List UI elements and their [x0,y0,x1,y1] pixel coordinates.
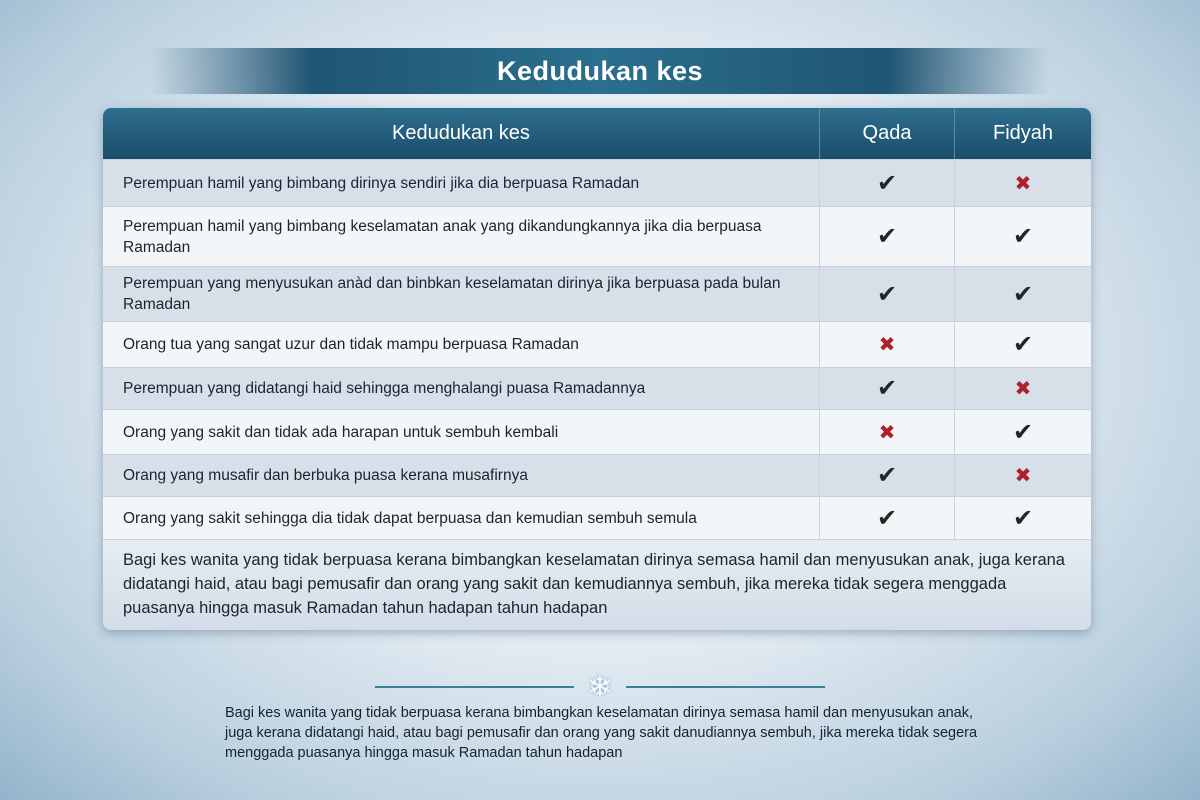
qada-cell [820,322,955,367]
table-row [103,497,1091,540]
check-icon: ✔ [876,223,898,250]
bottom-note: Bagi kes wanita yang tidak berpuasa kerana bimbangkan keselamatan dirinya semasa hamil dan menyusukan anak, juga kerana didatangi haid, atau bagi pemusafir dan orang yang sakit danudiannya sembuh, jika mereka tidak segera menggada puasanya hingga masuk Ramadan tahun hadapan [225,705,978,761]
check-icon: ✔ [876,280,898,308]
case-text: Orang yang musafir dan berbuka puasa kerana musafirnya [103,455,820,496]
table-row [103,322,1091,368]
table-note: Bagi kes wanita yang tidak berpuasa kerana bimbangkan keselamatan dirinya semasa hamil dan menyusukan anak, juga kerana didatangi haid, atau bagi pemusafir dan orang yang sakit dan kemudiannya sembuh, jika mereka tidak segera menggada puasanya hingga masuk Ramadan tahun hadapan tahun hadapan [103,540,1091,630]
fidyah-cell [955,322,1091,367]
table-row [103,410,1091,455]
case-text: Orang tua yang sangat uzur dan tidak mampu berpuasa Ramadan [103,322,820,367]
table-row [103,368,1091,410]
case-text: Orang yang sakit dan tidak ada harapan untuk sembuh kembali [103,410,820,454]
qada-cell [820,368,955,409]
table-row [103,455,1091,497]
cross-icon: ✖ [1014,378,1032,400]
table-row [103,207,1091,267]
header-fidyah: Fidyah [992,122,1054,144]
check-icon: ✔ [876,462,898,489]
case-text: Perempuan hamil yang bimbang dirinya sendiri jika dia berpuasa Ramadan [103,160,820,206]
cross-icon: ✖ [878,421,896,444]
case-text: Perempuan yang didatangi haid sehingga menghalangi puasa Ramadannya [103,368,820,409]
check-icon: ✔ [876,375,898,402]
fidyah-cell [955,455,1091,496]
check-icon: ✔ [1012,331,1034,358]
check-icon: ✔ [876,504,898,532]
fidyah-cell [955,207,1091,266]
check-icon: ✔ [876,169,898,197]
table-row [103,267,1091,322]
page-title: Kedudukan kes [496,55,704,86]
header-case: Kedudukan kes [103,108,820,159]
fidyah-cell [955,160,1091,206]
qada-cell [820,410,955,454]
table-header [103,108,1091,160]
qada-cell [820,497,955,539]
fidyah-cell [955,368,1091,409]
header-qada: Qada [820,108,955,159]
fidyah-cell [955,267,1091,321]
qada-cell [820,267,955,321]
ornament-divider [375,670,825,704]
case-text: Perempuan yang menyusukan anàd dan binbkan keselamatan dirinya jika berpuasa pada bulan Ramadan [103,267,820,321]
cross-icon: ✖ [878,334,896,356]
flower-ornament-icon: ❄ [587,670,613,704]
title-banner [150,48,1050,94]
case-text: Perempuan hamil yang bimbang keselamatan anak yang dikandungkannya jika dia berpuasa Ramadan [103,207,820,266]
cases-table [103,108,1091,630]
cross-icon: ✖ [1014,465,1032,487]
table-row [103,160,1091,207]
qada-cell [820,160,955,206]
case-text: Orang yang sakit sehingga dia tidak dapat berpuasa dan kemudian sembuh semula [103,497,820,539]
check-icon: ✔ [1012,418,1034,446]
qada-cell [820,207,955,266]
cross-icon: ✖ [1014,172,1032,195]
check-icon: ✔ [1012,223,1034,250]
check-icon: ✔ [1012,280,1034,308]
check-icon: ✔ [1012,504,1034,532]
fidyah-cell [955,497,1091,539]
fidyah-cell [955,410,1091,454]
qada-cell [820,455,955,496]
